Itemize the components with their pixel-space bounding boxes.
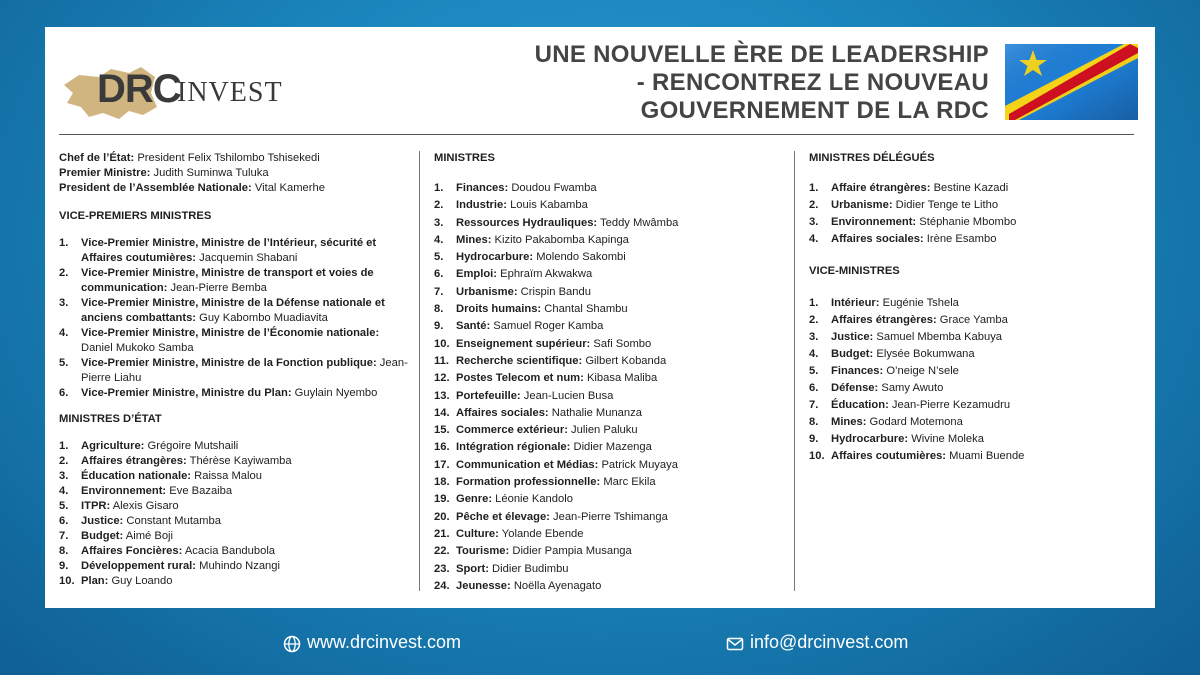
- list-item: 1. Finances: Doudou Fwamba: [434, 182, 597, 194]
- vice-ministres-list: [809, 295, 1139, 465]
- website-link[interactable]: www.drcinvest.com: [307, 632, 462, 652]
- list-item: 21. Culture: Yolande Ebende: [434, 527, 584, 540]
- ministres-delegues-list: [809, 180, 1139, 248]
- list-item: 15. Commerce extérieur: Julien Paluku: [434, 424, 638, 437]
- list-item: 2. Industrie: Louis Kabamba: [434, 199, 588, 212]
- list-item: 1. Intérieur: Eugénie Tshela: [809, 297, 959, 309]
- column-divider: [794, 151, 795, 591]
- list-item: 4. Vice-Premier Ministre, Ministre de l’Économie nationale: Daniel Mukoko Samba: [59, 327, 380, 354]
- column-right: [809, 151, 1139, 465]
- title-line-2: - RENCONTREZ LE NOUVEAU: [636, 69, 989, 96]
- list-item: 14. Affaires sociales: Nathalie Munanza: [434, 406, 642, 419]
- section-title-vice-premiers: VICE-PREMIERS MINISTRES: [59, 210, 212, 222]
- list-item: 9. Développement rural: Muhindo Nzangi: [59, 560, 280, 572]
- list-item: 10. Enseignement supérieur: Safi Sombo: [434, 337, 652, 350]
- list-item: 1. Vice-Premier Ministre, Ministre de l’Intérieur, sécurité et Affaires coutumières: Jacquemin Shabani: [59, 237, 377, 264]
- logo-drc-text: DRC: [97, 67, 181, 111]
- drc-invest-logo: [59, 63, 289, 121]
- list-item: 4. Mines: Kizito Pakabomba Kapinga: [434, 233, 629, 246]
- main-card: [45, 27, 1155, 608]
- list-item: 2. Affaires étrangères: Grace Yamba: [809, 314, 1008, 326]
- list-item: 4. Environnement: Eve Bazaiba: [59, 485, 233, 497]
- title-line-3: GOUVERNEMENT DE LA RDC: [640, 97, 989, 124]
- ministres-etat-list: [59, 439, 409, 589]
- list-item: 12. Postes Telecom et num: Kibasa Maliba: [434, 372, 658, 385]
- list-item: 13. Portefeuille: Jean-Lucien Busa: [434, 389, 614, 402]
- list-item: 5. ITPR: Alexis Gisaro: [59, 500, 179, 512]
- list-item: 1. Affaire étrangères: Bestine Kazadi: [809, 182, 1009, 194]
- list-item: 19. Genre: Léonie Kandolo: [434, 493, 573, 506]
- list-item: 2. Vice-Premier Ministre, Ministre de transport et voies de communication: Jean-Pierre Bemba: [59, 267, 374, 294]
- header-divider: [59, 134, 1134, 135]
- page-title: [469, 41, 989, 125]
- list-item: 18. Formation professionnelle: Marc Ekila: [434, 476, 656, 489]
- list-item: 5. Vice-Premier Ministre, Ministre de la Fonction publique: Jean-Pierre Liahu: [59, 357, 408, 384]
- leader-row: Premier Ministre: Judith Suminwa Tuluka: [59, 167, 269, 179]
- list-item: 5. Hydrocarbure: Molendo Sakombi: [434, 251, 626, 264]
- list-item: 23. Sport: Didier Budimbu: [434, 562, 569, 575]
- list-item: 17. Communication et Médias: Patrick Muyaya: [434, 458, 678, 471]
- list-item: 1. Agriculture: Grégoire Mutshaili: [59, 440, 239, 452]
- list-item: 22. Tourisme: Didier Pampia Musanga: [434, 545, 632, 558]
- list-item: 5. Finances: O’neige N’sele: [809, 365, 959, 377]
- list-item: 6. Défense: Samy Awuto: [809, 382, 944, 394]
- list-item: 6. Justice: Constant Mutamba: [59, 515, 221, 527]
- section-title-vice-ministres: VICE-MINISTRES: [809, 265, 900, 277]
- vice-premiers-list: [59, 236, 409, 401]
- list-item: 11. Recherche scientifique: Gilbert Kobanda: [434, 354, 667, 367]
- section-title-ministres: MINISTRES: [434, 152, 495, 164]
- column-left: [59, 151, 409, 589]
- list-item: 6. Vice-Premier Ministre, Ministre du Plan: Guylain Nyembo: [59, 387, 378, 399]
- mail-icon: [726, 635, 744, 653]
- list-item: 7. Éducation: Jean-Pierre Kezamudru: [809, 399, 1011, 411]
- section-title-ministres-delegues: MINISTRES DÉLÉGUÉS: [809, 152, 935, 164]
- column-middle: [434, 151, 774, 595]
- list-item: 3. Justice: Samuel Mbemba Kabuya: [809, 331, 1003, 343]
- column-divider: [419, 151, 420, 591]
- title-line-1: UNE NOUVELLE ÈRE DE LEADERSHIP: [534, 41, 989, 68]
- list-item: 3. Éducation nationale: Raissa Malou: [59, 470, 262, 482]
- list-item: 3. Environnement: Stéphanie Mbombo: [809, 216, 1017, 228]
- section-title-ministres-etat: MINISTRES D’ÉTAT: [59, 413, 162, 425]
- list-item: 3. Vice-Premier Ministre, Ministre de la Défense nationale et anciens combattants: Guy Kabombo Muadiavita: [59, 297, 385, 324]
- leaders-block: [59, 151, 409, 196]
- list-item: 2. Urbanisme: Didier Tenge te Litho: [809, 199, 999, 211]
- list-item: 2. Affaires étrangères: Thérèse Kayiwamba: [59, 455, 292, 467]
- logo-invest-text: INVEST: [177, 77, 283, 108]
- list-item: 9. Santé: Samuel Roger Kamba: [434, 320, 604, 333]
- list-item: 7. Budget: Aimé Boji: [59, 530, 174, 542]
- list-item: 8. Affaires Foncières: Acacia Bandubola: [59, 545, 276, 557]
- list-item: 8. Droits humains: Chantal Shambu: [434, 303, 628, 316]
- ministres-list: [434, 180, 774, 595]
- leader-row: Chef de l’État: President Felix Tshilombo Tshisekedi: [59, 152, 320, 164]
- list-item: 7. Urbanisme: Crispin Bandu: [434, 285, 591, 298]
- list-item: 4. Affaires sociales: Irène Esambo: [809, 233, 997, 245]
- list-item: 9. Hydrocarbure: Wivine Moleka: [809, 433, 984, 445]
- drc-flag-icon: [1005, 44, 1138, 120]
- list-item: 3. Ressources Hydrauliques: Teddy Mwâmba: [434, 216, 679, 229]
- globe-icon: [283, 635, 301, 653]
- list-item: 20. Pêche et élevage: Jean-Pierre Tshimanga: [434, 510, 668, 523]
- list-item: 16. Intégration régionale: Didier Mazenga: [434, 441, 652, 454]
- email-link[interactable]: info@drcinvest.com: [750, 632, 909, 652]
- leader-row: President de l’Assemblée Nationale: Vital Kamerhe: [59, 182, 325, 194]
- list-item: 10. Affaires coutumières: Muami Buende: [809, 450, 1025, 462]
- list-item: 8. Mines: Godard Motemona: [809, 416, 963, 428]
- list-item: 6. Emploi: Ephraïm Akwakwa: [434, 268, 593, 281]
- list-item: 24. Jeunesse: Noëlla Ayenagato: [434, 579, 602, 592]
- list-item: 10. Plan: Guy Loando: [59, 575, 173, 587]
- list-item: 4. Budget: Elysée Bokumwana: [809, 348, 975, 360]
